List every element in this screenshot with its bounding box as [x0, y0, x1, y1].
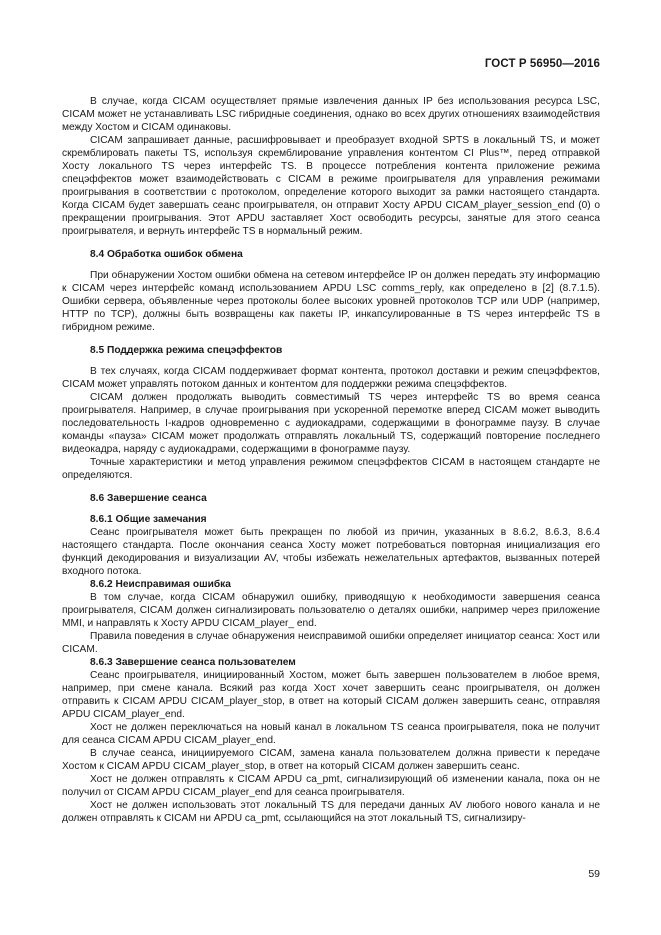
document-body — [62, 95, 600, 825]
standard-id-header: ГОСТ Р 56950—2016 — [484, 58, 600, 70]
paragraph: CICAM должен продолжать выводить совместимый TS через интерфейс TS во время сеанса проигрывателя. Например, в случае проигрывания при ускоренной перемотке вперед CICAM может выводить последовательность I-кадров одновременно с аудиокадрами, содержащими в фонограмме паузу. В случае команды «пауза» CICAM может продолжать отправлять локальный TS, содержащий повторение последнего видеокадра, наряду с аудиокадрами, содержащими в фонограмме паузу. — [62, 392, 600, 455]
paragraph: Правила поведения в случае обнаружения неисправимой ошибки определяет инициатор сеанса: Хост или CICAM. — [62, 631, 600, 655]
section-heading-8-4: 8.4 Обработка ошибок обмена — [90, 249, 243, 260]
paragraph: В случае сеанса, инициируемого CICAM, замена канала пользователем должна привести к передаче Хостом к CICAM APDU CICAM_player_stop, в ответ на который CICAM должен завершить сеанс. — [62, 748, 600, 772]
subsection-heading-8-6-2: 8.6.2 Неисправимая ошибка — [90, 579, 231, 590]
section-heading-8-6: 8.6 Завершение сеанса — [90, 493, 207, 504]
paragraph: При обнаружении Хостом ошибки обмена на сетевом интерфейсе IP он должен передать эту информацию к CICAM через интерфейс команд использованием APDU LSC comms_reply, как определено в [2] (8.7.1.5). Ошибки сервера, объявленные через протоколы более высоких уровней протоколов TCP или UDP (например, HTTP по TCP), должны быть возвращены как пакеты IP, инкапсулированные в TS через интерфейс TS в гибридном режиме. — [62, 270, 600, 333]
paragraph: Хост не должен использовать этот локальный TS для передачи данных AV любого нового канала и не должен отправлять к CICAM ни APDU ca_pmt, ссылающийся на этот локальный TS, сигнализиру- — [62, 800, 600, 824]
paragraph: Хост не должен отправлять к CICAM APDU ca_pmt, сигнализирующий об изменении канала, пока он не получил от CICAM APDU CICAM_player_end для сеанса проигрывателя. — [62, 774, 600, 798]
subsection-heading-8-6-1: 8.6.1 Общие замечания — [90, 514, 207, 525]
paragraph: CICAM запрашивает данные, расшифровывает и преобразует входной SPTS в локальный TS, и может скремблировать пакеты TS, используя скремблирование управления контентом CI Plus™, перед отправкой Хосту локального TS через интерфейс TS. В процессе потребления контента приложение режима спецэффектов может взаимодействовать с CICAM в режиме проигрывателя для управления режимами проигрывания в соответствии с протоколом, определение которого выходит за рамки настоящего стандарта. Когда CICAM будет завершать сеанс проигрывателя, он отправит Хосту APDU CICAM_player_session_end (0) о прекращении проигрывания. Этот APDU заставляет Хост освободить ресурсы, занятые для этого сеанса проигрывателя, и вернуть интерфейс TS в нормальный режим. — [62, 135, 600, 237]
paragraph: Сеанс проигрывателя, инициированный Хостом, может быть завершен пользователем в любое время, например, при смене канала. Всякий раз когда Хост хочет завершить сеанс проигрывателя, он должен отправить к CICAM APDU CICAM_player_stop, в ответ на который CICAM должен завершить сеанс, отправляя APDU CICAM_player_end. — [62, 670, 600, 720]
paragraph: Точные характеристики и метод управления режимом спецэффектов CICAM в настоящем стандарте не определяются. — [62, 457, 600, 481]
paragraph: В тех случаях, когда CICAM поддерживает формат контента, протокол доставки и режим спецэффектов, CICAM может управлять потоком данных и контентом для поддержки режима спецэффектов. — [62, 366, 600, 390]
subsection-heading-8-6-3: 8.6.3 Завершение сеанса пользователем — [90, 657, 296, 668]
paragraph: Хост не должен переключаться на новый канал в локальном TS сеанса проигрывателя, пока не получит для сеанса CICAM APDU CICAM_player_end. — [62, 722, 600, 746]
paragraph: Сеанс проигрывателя может быть прекращен по любой из причин, указанных в 8.6.2, 8.6.3, 8.6.4 настоящего стандарта. После окончания сеанса Хосту может потребоваться повторная инициализация его функций декодирования и визуализации AV, чтобы избежать нежелательных артефактов, вызванных потерей входного потока. — [62, 527, 600, 577]
section-heading-8-5: 8.5 Поддержка режима спецэффектов — [90, 345, 283, 356]
paragraph: В случае, когда CICAM осуществляет прямые извлечения данных IP без использования ресурса LSC, CICAM может не устанавливать LSC гибридные соединения, однако во всех других отношениях взаимодействия между Хостом и CICAM одинаковы. — [62, 96, 600, 133]
page-number: 59 — [588, 868, 600, 880]
document-page — [62, 0, 600, 935]
paragraph: В том случае, когда CICAM обнаружил ошибку, приводящую к необходимости завершения сеанса проигрывателя, CICAM должен сигнализировать пользователю о деталях ошибки, например через приложение MMI, и направлять к Хосту APDU CICAM_player_ end. — [62, 592, 600, 629]
